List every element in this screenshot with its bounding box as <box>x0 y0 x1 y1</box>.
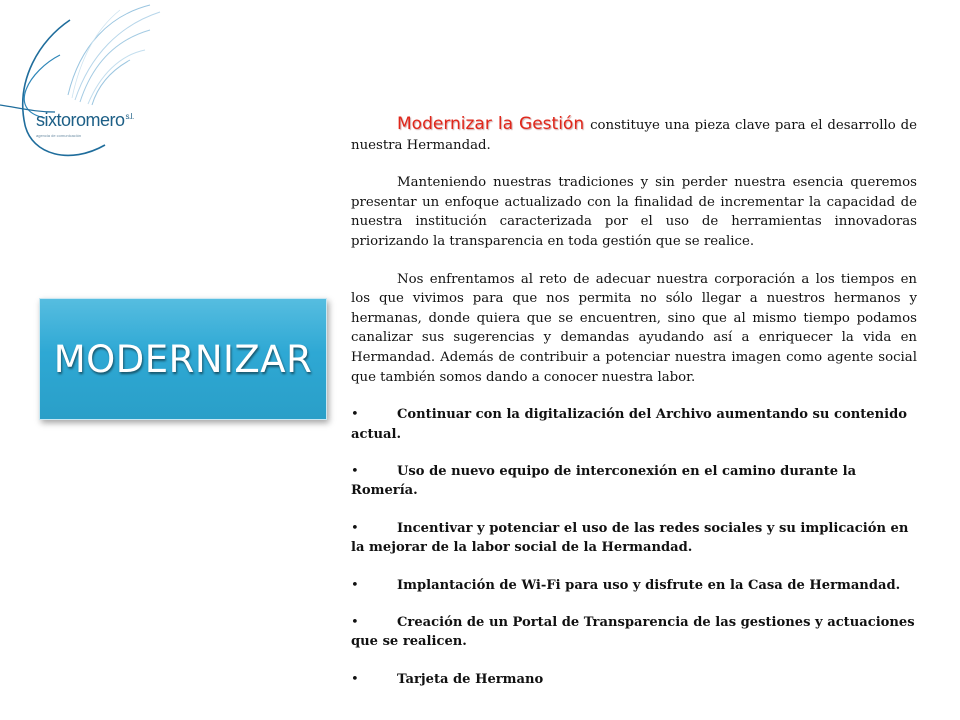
bullet-item <box>351 576 917 595</box>
bullet-dot: • <box>351 463 359 479</box>
section-label-box <box>39 298 327 420</box>
paragraph-3 <box>351 270 917 388</box>
bullet-item <box>351 405 917 444</box>
bullet-dot: • <box>351 577 359 593</box>
intro-paragraph <box>351 115 917 155</box>
section-label-text: MODERNIZAR <box>53 337 313 381</box>
bullet-dot: • <box>351 520 359 536</box>
bullet-item <box>351 670 917 689</box>
logo-tagline: agencia de comunicación <box>36 133 82 138</box>
intro-text: constituye una pieza clave para el desarrollo de nuestra Hermandad. <box>351 118 917 153</box>
bullet-item <box>351 613 917 652</box>
paragraph-2 <box>351 173 917 251</box>
paragraph-2-text: Manteniendo nuestras tradiciones y sin perder nuestra esencia queremos presentar un enfoque actualizado con la finalidad de incrementar la capacidad de nuestra institución caracterizada por el uso de herramientas innovadoras priorizando la transparencia en toda gestión que se realice. <box>351 175 917 249</box>
bullet-text: Tarjeta de Hermano <box>397 671 544 687</box>
paragraph-3-text: Nos enfrentamos al reto de adecuar nuestra corporación a los tiempos en los que vivimos para que nos permita no sólo llegar a nuestros hermanos y hermanas, donde quiera que se encuentren, sino que al mismo tiempo podamos canalizar sus sugerencias y demandas ayudando así a enriquecer la vida en Hermandad. Además de contribuir a potenciar nuestra imagen como agente social que también somos dando a conocer nuestra labor. <box>351 271 917 385</box>
main-content <box>351 115 917 707</box>
logo-swirl-graphic <box>0 0 170 170</box>
logo-wordmark: sixtoromero$^{s.l.}$ <box>36 110 134 130</box>
bullet-text: Continuar con la digitalización del Archivo aumentando su contenido actual. <box>351 407 907 442</box>
bullet-item <box>351 462 917 501</box>
bullet-item <box>351 519 917 558</box>
bullet-dot: • <box>351 671 359 687</box>
bullet-text: Incentivar y potenciar el uso de las redes sociales y su implicación en la mejorar de la labor social de la Hermandad. <box>351 520 909 556</box>
intro-highlight: Modernizar la Gestión <box>397 114 585 134</box>
bullet-list <box>351 405 917 689</box>
bullet-text: Creación de un Portal de Transparencia de las gestiones y actuaciones que se realicen. <box>351 614 915 650</box>
company-logo <box>0 0 170 170</box>
bullet-dot: • <box>351 614 359 630</box>
bullet-text: Implantación de Wi-Fi para uso y disfrute en la Casa de Hermandad. <box>397 577 901 593</box>
bullet-text: Uso de nuevo equipo de interconexión en el camino durante la Romería. <box>351 463 857 499</box>
bullet-dot: • <box>351 407 359 423</box>
